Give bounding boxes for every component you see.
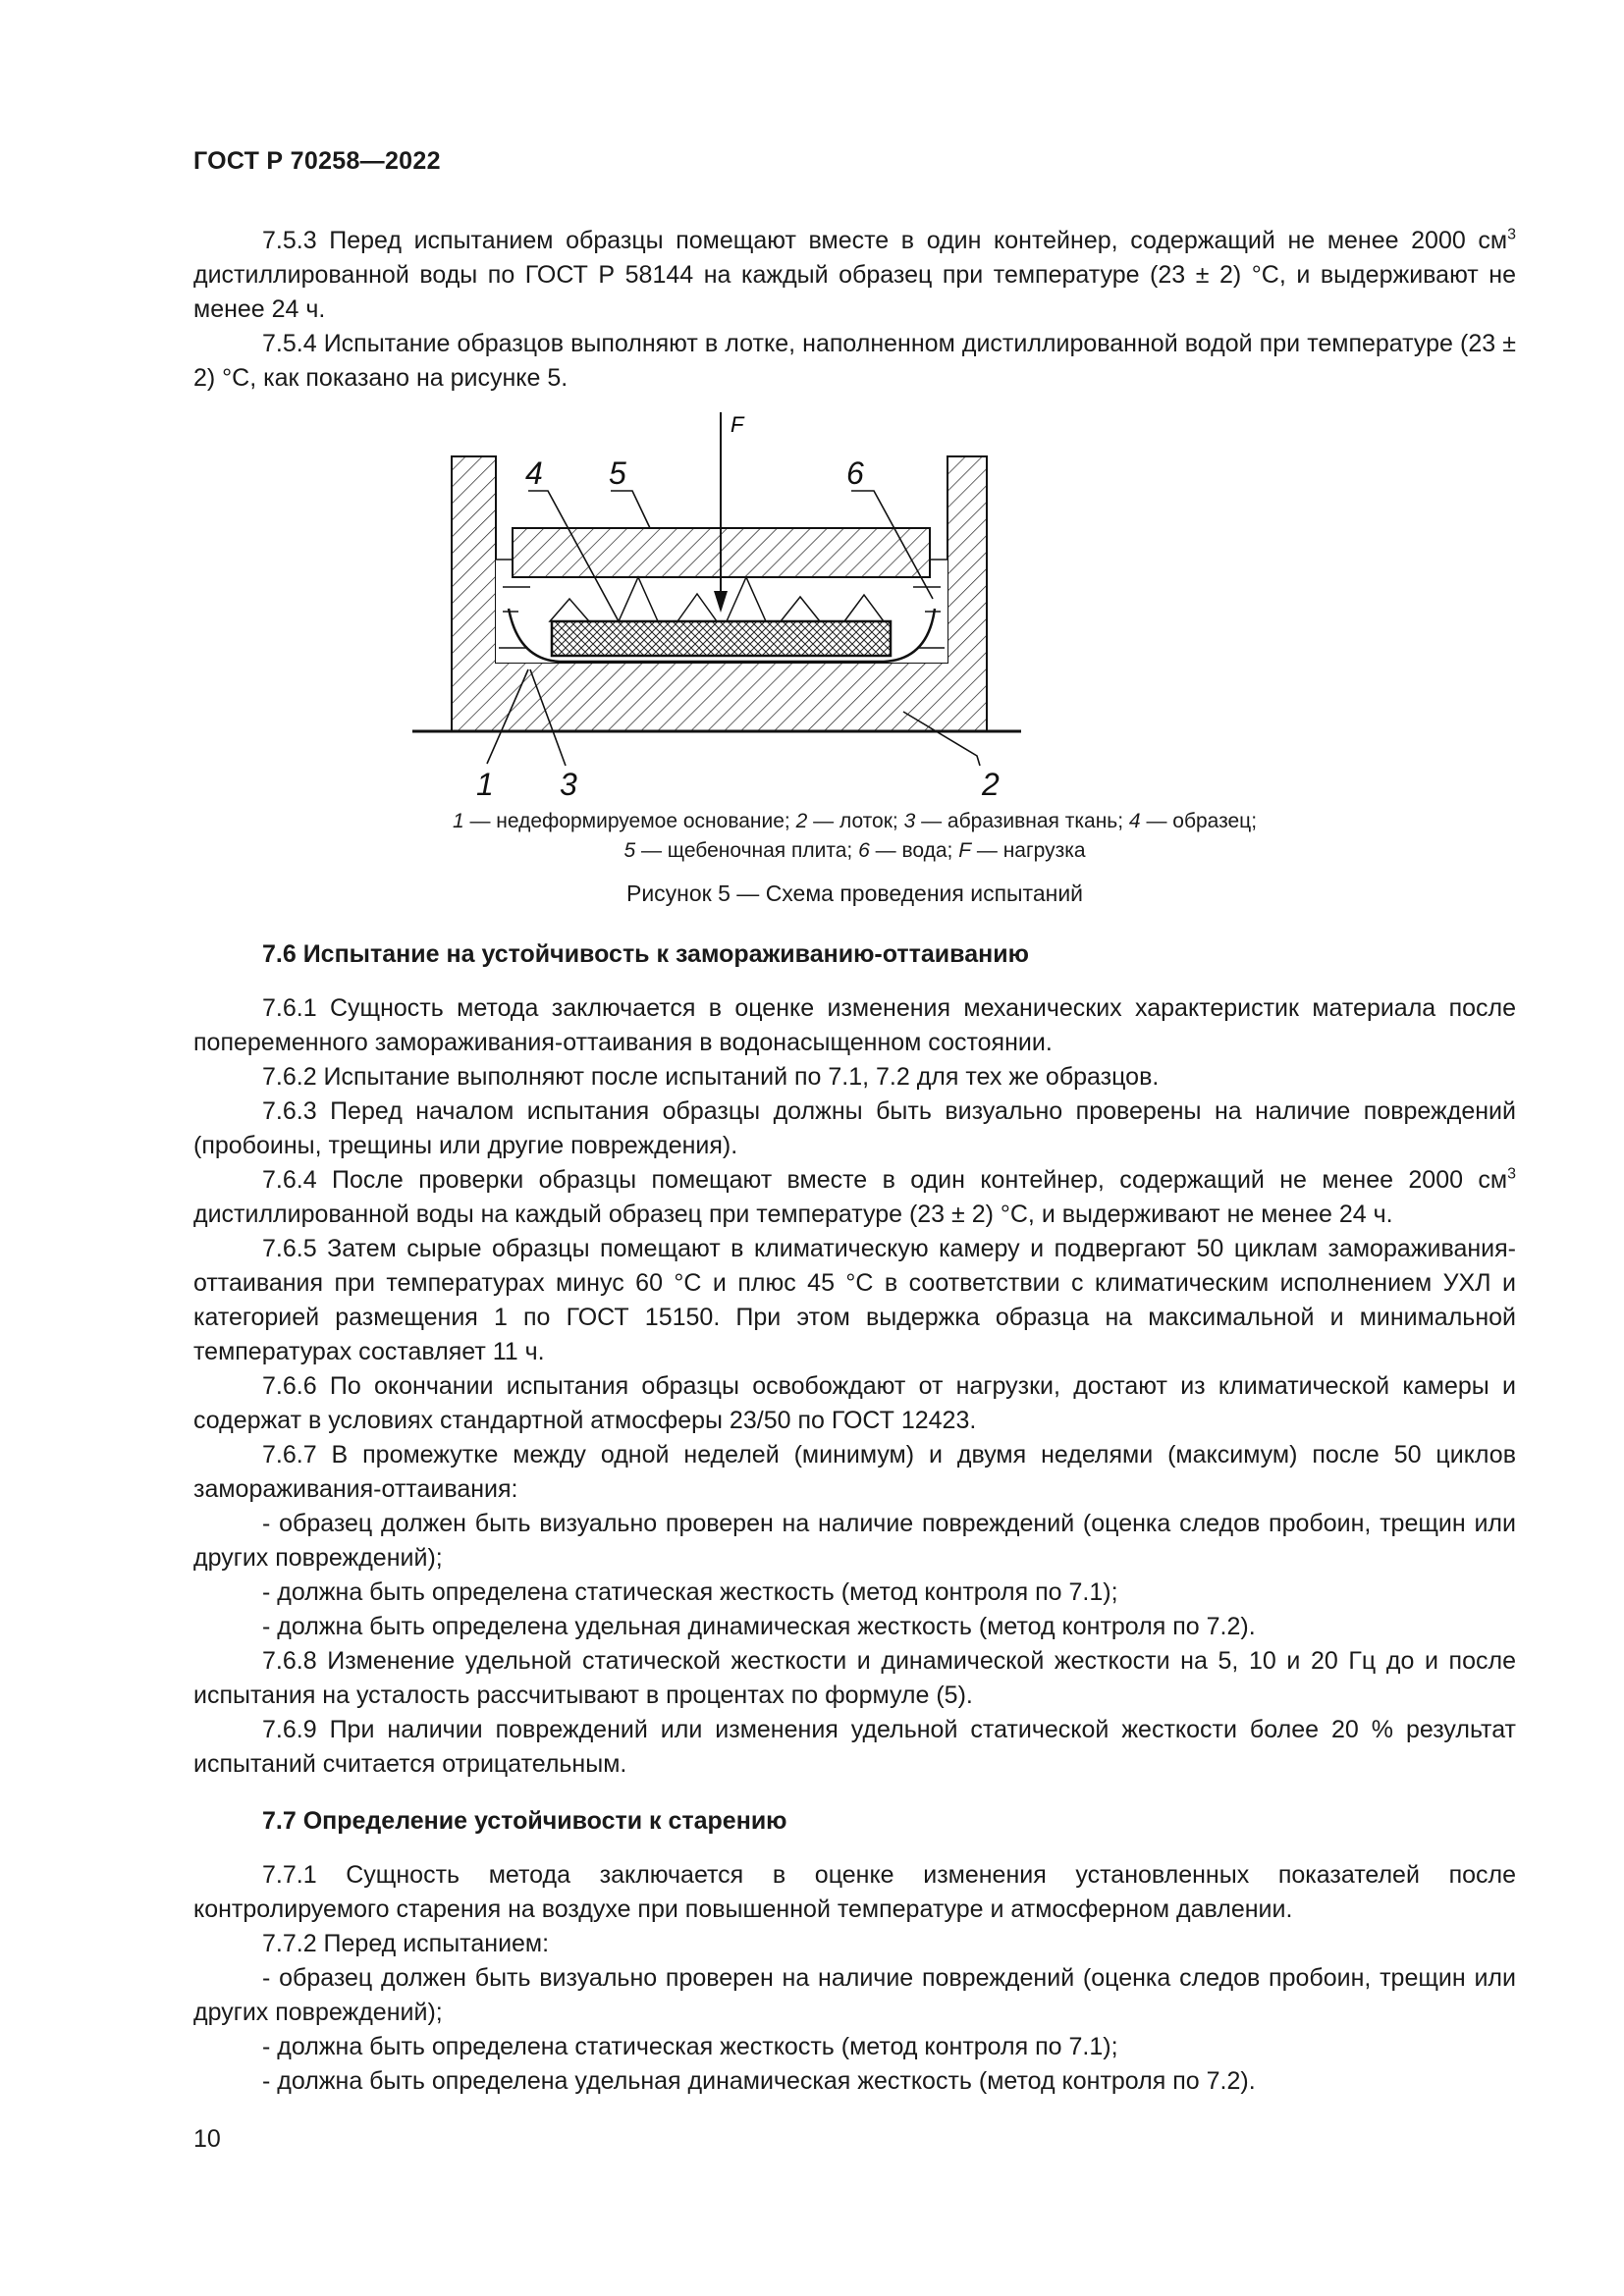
list-item: - образец должен быть визуально проверен на наличие повреждений (оценка следов пробоин, трещин или других повреждений); xyxy=(193,1964,1516,2026)
list-item: - должна быть определена статическая жесткость (метод контроля по 7.1); xyxy=(262,2033,1118,2060)
paragraph-7-6-3: 7.6.3 Перед началом испытания образцы должны быть визуально проверены на наличие повреждений (пробоины, трещины или другие повреждения). xyxy=(193,1097,1516,1159)
section-7-7 xyxy=(193,1804,1516,2099)
paragraph-7-6-2: 7.6.2 Испытание выполняют после испытаний по 7.1, 7.2 для тех же образцов. xyxy=(262,1063,1160,1091)
label-5: 5 xyxy=(609,455,626,491)
section-heading-7-6: 7.6 Испытание на устойчивость к замораживанию-оттаиванию xyxy=(262,940,1029,968)
paragraph-7-5-4: 7.5.4 Испытание образцов выполняют в лотке, наполненном дистиллированной водой при температуре (23 ± 2) °С, как показано на рисунке 5. xyxy=(193,330,1516,392)
paragraph-7-5-3: 7.5.3 Перед испытанием образцы помещают вместе в один контейнер, содержащий не менее 2000 $см^3$ дистиллированной воды по ГОСТ Р 58144 на каждый образец при температуре (23 ± 2) °С, и выдерживают не менее 24 ч. xyxy=(193,226,1516,323)
list-item: - должна быть определена удельная динамическая жесткость (метод контроля по 7.2). xyxy=(262,2067,1256,2095)
paragraph-7-6-6: 7.6.6 По окончании испытания образцы освобождают от нагрузки, достают из климатической камеры и содержат в условиях стандартной атмосферы 23/50 по ГОСТ 12423. xyxy=(193,1372,1516,1434)
force-label: F xyxy=(731,412,744,437)
paragraph-7-6-1: 7.6.1 Сущность метода заключается в оценке изменения механических характеристик материала после попеременного замораживания-оттаивания в водонасыщенном состоянии. xyxy=(193,994,1516,1056)
section-7-6 xyxy=(193,937,1516,1782)
page-number: 10 xyxy=(193,2125,221,2153)
list-item: - должна быть определена статическая жесткость (метод контроля по 7.1); xyxy=(262,1578,1118,1606)
section-heading-7-7: 7.7 Определение устойчивости к старению xyxy=(262,1807,787,1835)
list-item: - образец должен быть визуально проверен на наличие повреждений (оценка следов пробоин, трещин или других повреждений); xyxy=(193,1510,1516,1572)
intro-paragraphs xyxy=(193,224,1516,396)
list-item: - должна быть определена удельная динамическая жесткость (метод контроля по 7.2). xyxy=(262,1613,1256,1640)
paragraph-7-7-2: 7.7.2 Перед испытанием: xyxy=(262,1930,550,1957)
paragraph-7-6-5: 7.6.5 Затем сырые образцы помещают в климатическую камеру и подвергают 50 циклам замораживания-оттаивания при температурах минус 60 °С и плюс 45 °С в соответствии с климатическим исполнением УХЛ и категорией размещения 1 по ГОСТ 15150. При этом выдержка образца на максимальной и минимальной температурах составляет 11 ч. xyxy=(193,1235,1516,1365)
paragraph-7-6-9: 7.6.9 При наличии повреждений или изменения удельной статической жесткости более 20 % результат испытаний считается отрицательным. xyxy=(193,1716,1516,1778)
test-scheme-figure xyxy=(393,412,1316,805)
label-3: 3 xyxy=(560,767,577,802)
document-header: ГОСТ Р 70258—2022 xyxy=(193,147,441,175)
paragraph-7-6-7: 7.6.7 В промежутке между одной неделей (минимум) и двумя неделями (максимум) после 50 циклов замораживания-оттаивания: xyxy=(193,1441,1516,1503)
paragraph-7-6-8: 7.6.8 Изменение удельной статической жесткости и динамической жесткости на 5, 10 и 20 Гц до и после испытания на усталость рассчитывают в процентах по формуле (5). xyxy=(193,1647,1516,1709)
label-1: 1 xyxy=(476,767,494,802)
paragraph-7-6-4: 7.6.4 После проверки образцы помещают вместе в один контейнер, содержащий не менее 2000 $см^3$ дистиллированной воды на каждый образец при температуре (23 ± 2) °С, и выдерживают не менее 24 ч. xyxy=(193,1165,1516,1228)
figure-legend: 1 — недеформируемое основание; 2 — лоток; 3 — абразивная ткань; 4 — образец; 5 — щебеночная плита; 6 — вода; F — нагрузка xyxy=(452,810,1258,862)
label-6: 6 xyxy=(846,455,864,491)
paragraph-7-7-1: 7.7.1 Сущность метода заключается в оценке изменения установленных показателей после контролируемого старения на воздухе при повышенной температуре и атмосферном давлении. xyxy=(193,1861,1516,1923)
label-4: 4 xyxy=(525,455,543,491)
label-2: 2 xyxy=(982,767,1000,802)
figure-title: Рисунок 5 — Схема проведения испытаний xyxy=(625,881,1084,906)
specimen xyxy=(552,621,891,656)
